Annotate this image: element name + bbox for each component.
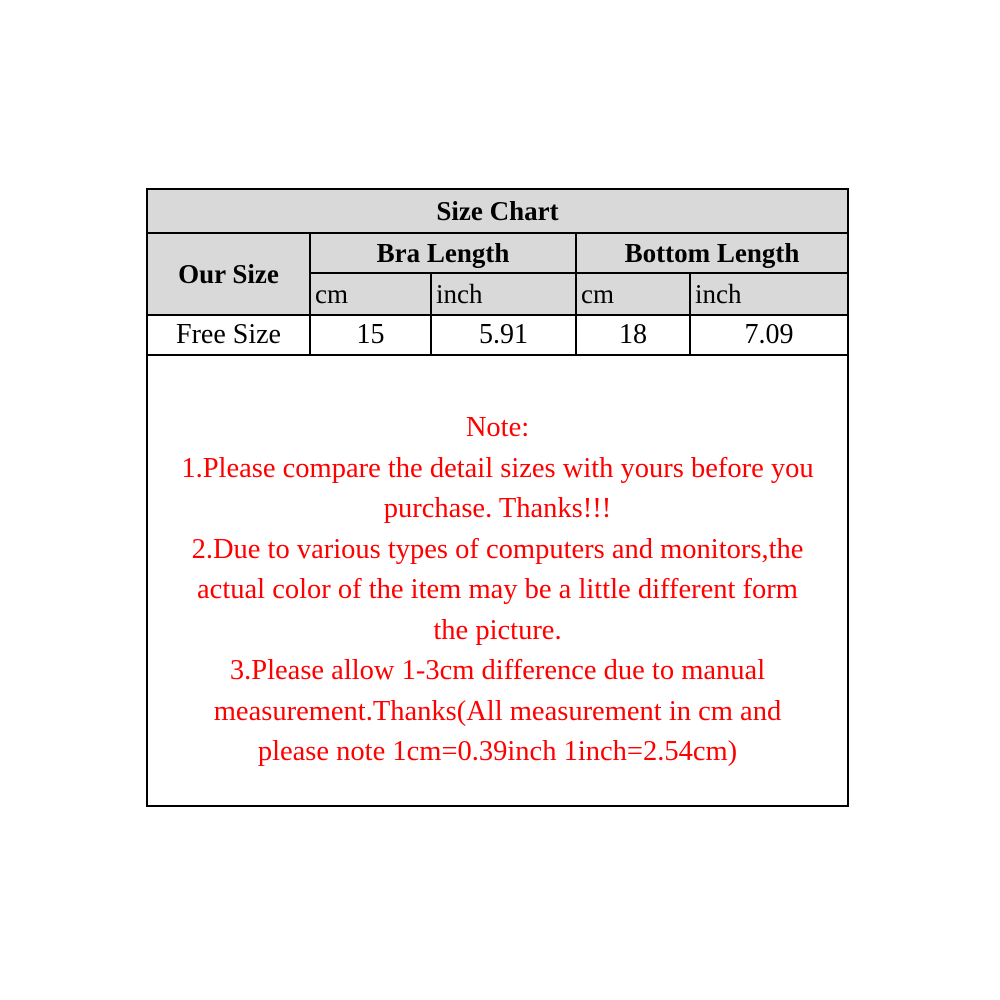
grid-line	[148, 314, 847, 316]
size-chart-title: Size Chart	[148, 190, 847, 232]
size-chart	[146, 188, 849, 807]
grid-line	[309, 272, 847, 274]
grid-line	[309, 232, 311, 354]
grid-line	[148, 354, 847, 356]
note-block	[148, 408, 847, 773]
unit-inch-bra: inch	[432, 274, 575, 314]
our-size-header: Our Size	[148, 234, 309, 314]
row-size: Free Size	[176, 319, 281, 350]
note-line: 2.Due to various types of computers and monitors,the	[191, 533, 804, 565]
note-line: purchase. Thanks!!!	[383, 493, 612, 524]
note-line: actual color of the item may be a little different form	[197, 574, 798, 605]
note-line: 3.Please allow 1-3cm difference due to manual	[229, 655, 766, 686]
note-heading: Note:	[465, 412, 530, 443]
bottom-length-header: Bottom Length	[577, 234, 847, 272]
unit-inch-bottom: inch	[691, 274, 847, 314]
unit-cm-bottom: cm	[577, 274, 689, 314]
grid-line	[430, 272, 432, 354]
row-bottom-cm: 18	[619, 319, 647, 350]
note-line: 1.Please compare the detail sizes with yours before you	[181, 452, 814, 484]
row-bottom-inch: 7.09	[744, 319, 794, 350]
row-bra-inch: 5.91	[479, 319, 528, 350]
unit-cm-bra: cm	[311, 274, 430, 314]
row-bra-cm: 15	[356, 319, 385, 350]
note-line: measurement.Thanks(All measurement in cm and	[213, 695, 782, 727]
bra-length-header: Bra Length	[311, 234, 575, 272]
grid-line	[148, 232, 847, 234]
note-line: please note 1cm=0.39inch 1inch=2.54cm)	[257, 736, 738, 767]
grid-line	[575, 232, 577, 354]
grid-line	[689, 272, 691, 354]
note-line: the picture.	[433, 614, 562, 646]
